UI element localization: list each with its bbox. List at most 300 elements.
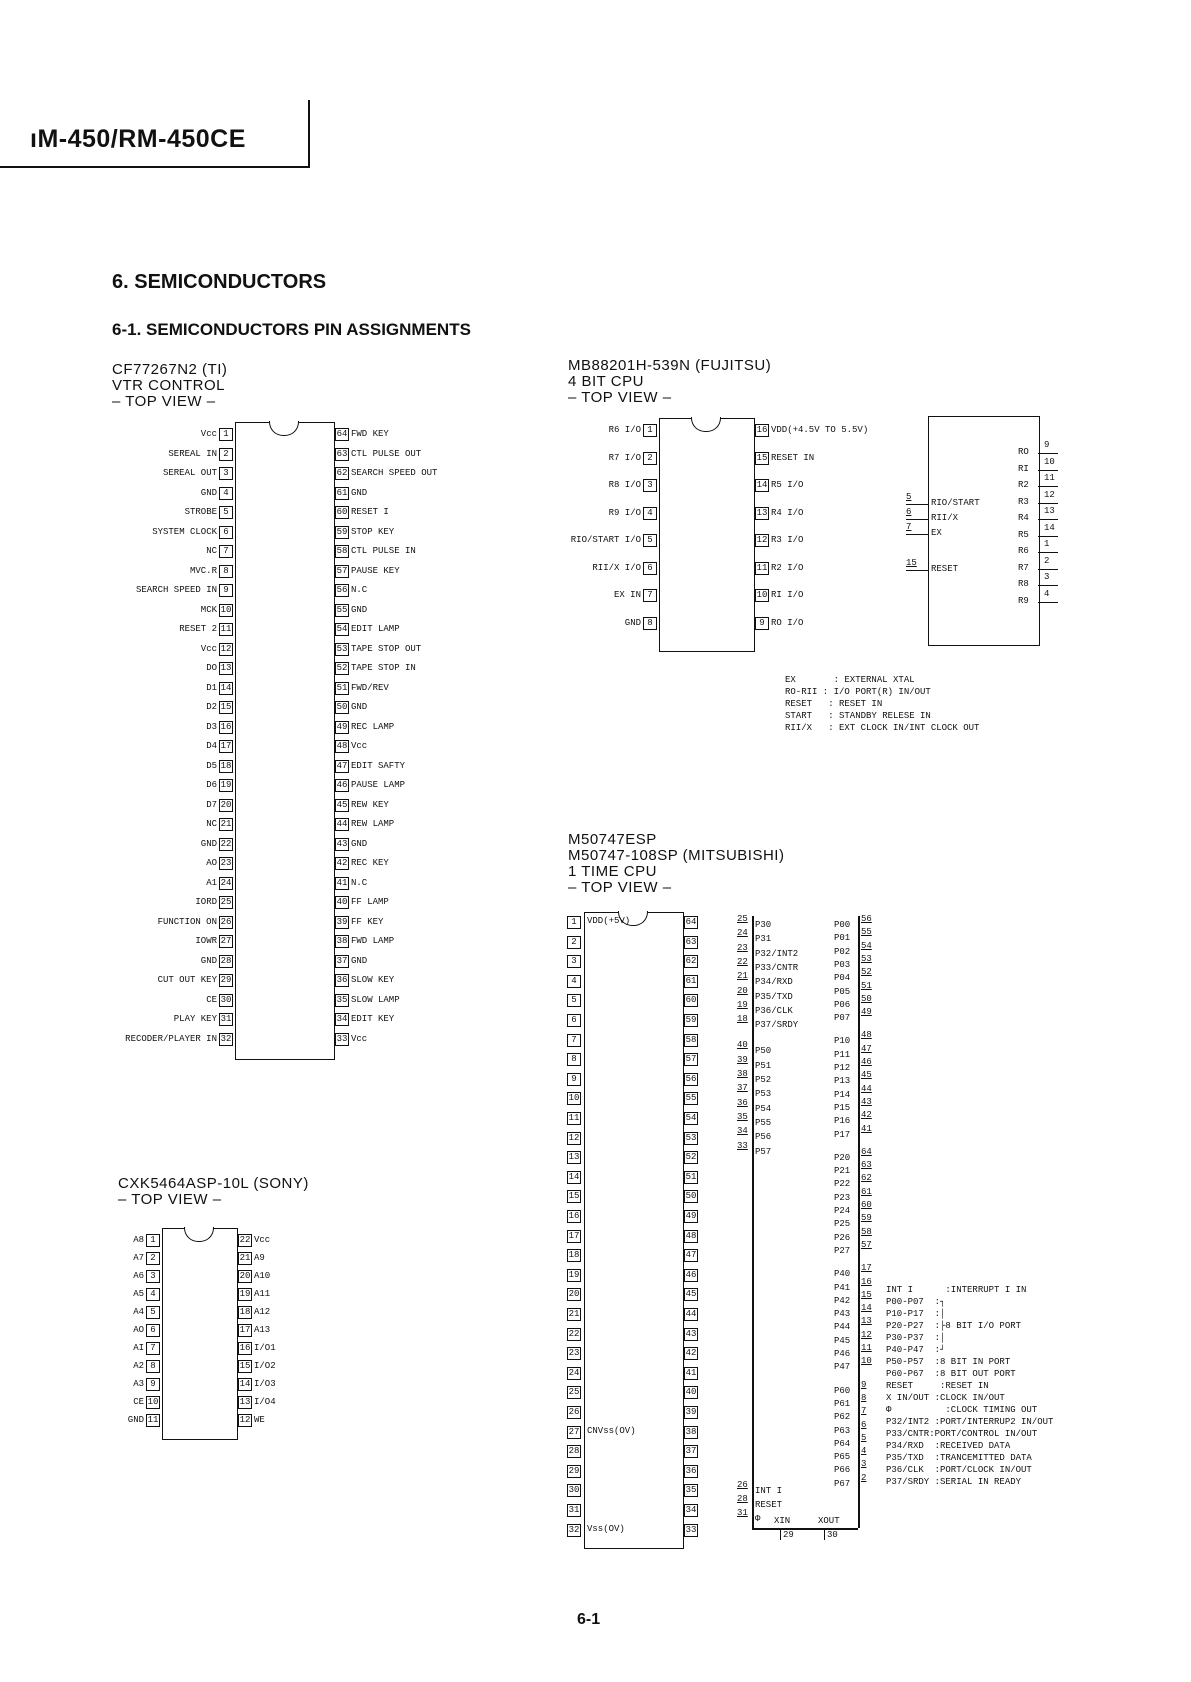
block-pin-number: 13 bbox=[861, 1316, 872, 1327]
block-pin-label: EX bbox=[931, 528, 942, 538]
pin-right bbox=[335, 721, 394, 734]
block-pin-number: 54 bbox=[861, 940, 872, 951]
block-pin-number: 44 bbox=[861, 1083, 872, 1094]
pin-number: 2 bbox=[567, 936, 581, 949]
pin-label: GND bbox=[351, 487, 368, 498]
pin-number: 8 bbox=[567, 1053, 581, 1066]
block-pin-label: XOUT bbox=[818, 1516, 840, 1526]
pin-number: 28 bbox=[220, 955, 232, 966]
pin-label: D5 bbox=[206, 760, 217, 771]
pin-right bbox=[238, 1378, 276, 1391]
block-pin-label: P11 bbox=[834, 1049, 851, 1060]
pin-left bbox=[133, 1324, 160, 1337]
pin-right bbox=[755, 617, 803, 630]
block-pin-number: 38 bbox=[737, 1069, 748, 1079]
pin-left bbox=[133, 1252, 160, 1265]
pin-number: 4 bbox=[219, 487, 233, 500]
block-pin-label: R5 bbox=[1018, 529, 1029, 540]
block-pin-number: 10 bbox=[861, 1356, 872, 1367]
block-pin-line bbox=[1038, 536, 1058, 537]
block-pin-number: 34 bbox=[737, 1126, 748, 1137]
pin-left bbox=[201, 838, 233, 851]
pin-right bbox=[684, 1347, 698, 1360]
pin-label: REW LAMP bbox=[351, 819, 395, 829]
block-pin-label: P44 bbox=[834, 1322, 851, 1333]
pin-number: 64 bbox=[336, 429, 348, 439]
pin-left bbox=[133, 1306, 160, 1319]
block-pin-number: 26 bbox=[737, 1480, 748, 1490]
pin-right bbox=[335, 487, 367, 500]
pin-right bbox=[755, 589, 803, 602]
pin-left bbox=[567, 1034, 581, 1047]
block-pin-label: P55 bbox=[755, 1117, 772, 1128]
pin-left bbox=[567, 1249, 581, 1262]
pin-number: 12 bbox=[756, 535, 768, 545]
pin-label: RIO/START I/O bbox=[570, 535, 641, 545]
block-pin-label: P67 bbox=[834, 1478, 851, 1489]
pin-label: RESET 2 bbox=[179, 624, 217, 634]
pin-inner-label: VDD(+5V) bbox=[587, 916, 631, 926]
pin-right bbox=[684, 1426, 698, 1439]
block-pin-label: P15 bbox=[834, 1102, 851, 1113]
pin-label: AO bbox=[133, 1325, 144, 1335]
pin-number: 15 bbox=[756, 452, 768, 463]
pin-number: 15 bbox=[220, 702, 232, 712]
pin-number: 43 bbox=[336, 838, 348, 849]
pin-number: 16 bbox=[756, 425, 768, 435]
pin-left bbox=[133, 1234, 160, 1247]
pin-number: 17 bbox=[568, 1230, 580, 1241]
block-pin-number: 20 bbox=[737, 985, 748, 996]
block-pin-number: 2 bbox=[1044, 555, 1050, 566]
block-pin-number: 35 bbox=[737, 1111, 748, 1122]
pin-number: 34 bbox=[685, 1505, 697, 1515]
pin-label: SLOW KEY bbox=[351, 975, 395, 985]
pin-right bbox=[238, 1270, 270, 1283]
block-pin-label: INT I bbox=[755, 1486, 783, 1496]
block-pin-number: 57 bbox=[861, 1239, 872, 1250]
pin-left bbox=[614, 589, 657, 602]
pin-number: 36 bbox=[685, 1465, 697, 1476]
pin-number: 5 bbox=[643, 534, 657, 547]
block-pin-label: P45 bbox=[834, 1335, 851, 1346]
block-pin-label: P46 bbox=[834, 1349, 851, 1359]
block-pin-number: 23 bbox=[737, 942, 748, 953]
pin-left bbox=[567, 936, 581, 949]
pin-right bbox=[755, 479, 803, 492]
pin-label: FWD KEY bbox=[351, 429, 389, 439]
pin-number: 53 bbox=[685, 1132, 697, 1143]
pin-label: CTL PULSE OUT bbox=[351, 448, 422, 459]
pin-right bbox=[684, 1171, 698, 1184]
pin-number: 50 bbox=[685, 1191, 697, 1202]
block-pin-label: P56 bbox=[755, 1132, 772, 1143]
pin-label: R3 I/O bbox=[771, 535, 804, 545]
block-pin-label: P66 bbox=[834, 1465, 851, 1476]
pin-number: 3 bbox=[146, 1270, 160, 1283]
block-pin-number: 37 bbox=[737, 1083, 748, 1094]
block-pin-label: P23 bbox=[834, 1192, 851, 1203]
pin-number: 12 bbox=[220, 643, 232, 654]
pin-left bbox=[133, 1270, 160, 1283]
block-bottom-edge bbox=[752, 1528, 858, 1530]
pin-right bbox=[335, 1033, 367, 1046]
pin-number: 49 bbox=[685, 1211, 697, 1221]
pin-number: 14 bbox=[239, 1379, 251, 1389]
pin-number: 1 bbox=[643, 424, 657, 437]
block-pin-label: P30 bbox=[755, 920, 772, 930]
pin-right bbox=[684, 1210, 698, 1223]
pin-left bbox=[201, 643, 233, 656]
pin-number: 57 bbox=[336, 565, 348, 576]
pin-left bbox=[128, 1414, 160, 1427]
block-pin-number: 29 bbox=[783, 1530, 794, 1540]
pin-label: Vcc bbox=[200, 429, 217, 439]
subsection-title: 6-1. SEMICONDUCTORS PIN ASSIGNMENTS bbox=[112, 320, 471, 339]
block-pin-label: P06 bbox=[834, 999, 851, 1010]
pin-number: 32 bbox=[568, 1524, 580, 1535]
pin-label: NC bbox=[206, 546, 217, 556]
pin-left bbox=[567, 994, 581, 1007]
pin-right bbox=[335, 994, 400, 1007]
block-pin-number: 42 bbox=[861, 1110, 872, 1121]
block-pin-label: R8 bbox=[1018, 579, 1029, 589]
block-pin-number: 25 bbox=[737, 914, 748, 924]
pin-number: 1 bbox=[146, 1234, 160, 1247]
pin-left bbox=[567, 1308, 581, 1321]
pin-number: 54 bbox=[685, 1113, 697, 1123]
pin-label: EDIT SAFTY bbox=[351, 760, 406, 771]
pin-number: 29 bbox=[220, 975, 232, 985]
pin-label: Vcc bbox=[254, 1235, 271, 1245]
pin-number: 9 bbox=[567, 1073, 581, 1086]
pin-right bbox=[684, 916, 698, 929]
block-pin-number: 9 bbox=[1044, 440, 1050, 450]
pin-number: 45 bbox=[685, 1289, 697, 1300]
pin-number: 18 bbox=[568, 1250, 580, 1261]
block-pin-label: P07 bbox=[834, 1013, 851, 1024]
pin-number: 35 bbox=[685, 1485, 697, 1496]
pin-number: 16 bbox=[239, 1343, 251, 1353]
pin-label: GND bbox=[200, 487, 217, 498]
pin-left bbox=[206, 799, 233, 812]
block-pin-number: 50 bbox=[861, 993, 872, 1004]
pin-left bbox=[136, 584, 233, 597]
pin-left bbox=[567, 1151, 581, 1164]
pin-number: 20 bbox=[568, 1289, 580, 1300]
pin-left bbox=[567, 1465, 581, 1478]
pin-right bbox=[684, 1269, 698, 1282]
pin-label: DO bbox=[206, 663, 217, 673]
pin-left bbox=[206, 682, 233, 695]
pin-label: EDIT KEY bbox=[351, 1014, 395, 1024]
pin-label: FF KEY bbox=[351, 916, 384, 927]
pin-left bbox=[158, 974, 233, 987]
block-pin-number: 15 bbox=[906, 558, 917, 568]
chip-body bbox=[659, 418, 755, 652]
pin-label: A4 bbox=[133, 1307, 144, 1317]
pin-number: 2 bbox=[643, 452, 657, 465]
block-pin-label: P60 bbox=[834, 1385, 851, 1396]
pin-left bbox=[567, 1445, 581, 1458]
pin-left bbox=[571, 534, 657, 547]
block-pin-label: RI bbox=[1018, 463, 1029, 474]
pin-number: 19 bbox=[239, 1289, 251, 1299]
pin-label: GND bbox=[351, 955, 368, 966]
block-pin-line bbox=[906, 570, 928, 571]
block-pin-number: 40 bbox=[737, 1040, 748, 1051]
block-pin-number: 5 bbox=[906, 492, 912, 502]
pin-left bbox=[567, 1347, 581, 1360]
pin-label: CUT OUT KEY bbox=[157, 975, 217, 985]
block-pin-label: P14 bbox=[834, 1089, 851, 1100]
block-pin-number: 2 bbox=[861, 1472, 867, 1483]
block-pin-label: P34/RXD bbox=[755, 977, 793, 988]
block-pin-number: 17 bbox=[861, 1263, 872, 1274]
pin-number: 37 bbox=[685, 1446, 697, 1457]
block-pin-number: 7 bbox=[906, 522, 912, 532]
pin-number: 9 bbox=[755, 617, 769, 630]
pin-number: 19 bbox=[220, 780, 232, 790]
block-pin-line bbox=[1038, 602, 1058, 603]
block-pin-label: P17 bbox=[834, 1129, 851, 1140]
pin-number: 55 bbox=[336, 604, 348, 615]
block-pin-number: 55 bbox=[861, 927, 872, 938]
pin-label: SLOW LAMP bbox=[351, 994, 400, 1005]
pin-label: WE bbox=[254, 1415, 265, 1425]
block-pin-label: P25 bbox=[834, 1219, 851, 1230]
block-pin-number: 4 bbox=[861, 1446, 867, 1457]
pin-number: 7 bbox=[219, 545, 233, 558]
block-pin-number: 62 bbox=[861, 1173, 872, 1184]
pin-left bbox=[206, 701, 233, 714]
pin-number: 40 bbox=[685, 1387, 697, 1398]
pin-left bbox=[206, 760, 233, 773]
pin-right bbox=[238, 1396, 276, 1409]
pin-label: SEREAL IN bbox=[168, 448, 217, 459]
pin-label: A3 bbox=[133, 1379, 144, 1389]
block-pin-number: 56 bbox=[861, 914, 872, 924]
block-pin-line bbox=[1038, 585, 1058, 586]
pin-left bbox=[567, 1092, 581, 1105]
block-pin-number: 41 bbox=[861, 1123, 872, 1134]
pin-left bbox=[206, 857, 233, 870]
block-pin-label: P50 bbox=[755, 1046, 772, 1057]
pin-label: PLAY KEY bbox=[173, 1014, 217, 1024]
pin-left bbox=[206, 779, 233, 792]
pin-number: 7 bbox=[567, 1034, 581, 1047]
pin-label: AI bbox=[133, 1343, 144, 1353]
pin-right bbox=[684, 1465, 698, 1478]
pin-number: 47 bbox=[336, 760, 348, 771]
pin-right bbox=[684, 1034, 698, 1047]
pin-label: A9 bbox=[254, 1253, 265, 1263]
pin-label: IOWR bbox=[195, 936, 217, 946]
pin-label: CE bbox=[206, 994, 217, 1005]
pin-left bbox=[174, 1013, 233, 1026]
pin-number: 8 bbox=[219, 565, 233, 578]
block-pin-number: 49 bbox=[861, 1007, 872, 1018]
pin-right bbox=[684, 975, 698, 988]
block-pin-line bbox=[1038, 519, 1058, 520]
chip-body bbox=[162, 1228, 238, 1440]
pin-number: 20 bbox=[220, 799, 232, 810]
block-pin-number: 47 bbox=[861, 1043, 872, 1054]
block-pin-number: 14 bbox=[1044, 522, 1055, 533]
pin-label: N.C bbox=[351, 877, 368, 888]
chip3-title-line: – TOP VIEW – bbox=[568, 879, 672, 896]
pin-right bbox=[335, 565, 400, 578]
pin-number: 5 bbox=[146, 1306, 160, 1319]
block-pin-number: 3 bbox=[861, 1459, 867, 1470]
pin-right bbox=[335, 448, 421, 461]
block-pin-label: RESET bbox=[755, 1500, 783, 1510]
block-pin-label: P43 bbox=[834, 1309, 851, 1320]
pin-left bbox=[567, 1190, 581, 1203]
pin-label: MVC.R bbox=[189, 565, 217, 576]
pin-number: 5 bbox=[219, 506, 233, 519]
pin-left bbox=[133, 1378, 160, 1391]
pin-left bbox=[206, 662, 233, 675]
block-pin-label: P64 bbox=[834, 1438, 851, 1449]
pin-right bbox=[335, 916, 383, 929]
pin-label: STOP KEY bbox=[351, 526, 395, 537]
pin-right bbox=[684, 955, 698, 968]
pin-number: 20 bbox=[239, 1271, 251, 1281]
pin-right bbox=[684, 1053, 698, 1066]
pin-number: 11 bbox=[756, 562, 768, 573]
pin-number: 37 bbox=[336, 955, 348, 966]
pin-number: 57 bbox=[685, 1054, 697, 1065]
pin-left bbox=[567, 1406, 581, 1419]
pin-number: 1 bbox=[567, 916, 581, 929]
pin-right bbox=[335, 526, 394, 539]
pin-number: 38 bbox=[336, 936, 348, 946]
pin-label: PAUSE KEY bbox=[351, 565, 400, 576]
block-pin-number: 16 bbox=[861, 1276, 872, 1287]
pin-number: 64 bbox=[685, 917, 697, 927]
block-right-edge bbox=[858, 916, 860, 1528]
pin-label: RECODER/PLAYER IN bbox=[125, 1033, 217, 1044]
pin-right bbox=[335, 935, 394, 948]
block-pin-label: P52 bbox=[755, 1075, 772, 1085]
chip3-title-line: M50747-108SP (MITSUBISHI) bbox=[568, 847, 785, 864]
pin-left bbox=[125, 1033, 233, 1046]
block-pin-label: P63 bbox=[834, 1425, 851, 1436]
block-pin-label: P01 bbox=[834, 933, 851, 944]
pin-number: 42 bbox=[336, 858, 348, 868]
pin-right bbox=[335, 838, 367, 851]
pin-left bbox=[567, 1288, 581, 1301]
pin-number: 56 bbox=[336, 585, 348, 595]
block-pin-number: 11 bbox=[861, 1343, 872, 1353]
pin-number: 8 bbox=[146, 1360, 160, 1373]
pin-label: RI I/O bbox=[771, 590, 804, 600]
pin-right bbox=[335, 701, 367, 714]
pin-right bbox=[755, 534, 803, 547]
pin-left bbox=[567, 1014, 581, 1027]
pin-right bbox=[684, 1308, 698, 1321]
pin-label: R6 I/O bbox=[608, 425, 641, 435]
pin-right bbox=[335, 604, 367, 617]
pin-left bbox=[201, 487, 233, 500]
block-pin-label: R4 bbox=[1018, 513, 1029, 523]
pin-label: EX IN bbox=[613, 590, 641, 600]
pin-label: D7 bbox=[206, 799, 217, 810]
pin-right bbox=[335, 818, 394, 831]
pin-right bbox=[684, 1073, 698, 1086]
block-pin-number: 11 bbox=[1044, 473, 1055, 483]
pin-left bbox=[206, 818, 233, 831]
pin-label: FUNCTION ON bbox=[157, 916, 217, 927]
pin-right bbox=[335, 584, 367, 597]
page-header-title: ıM-450/RM-450CE bbox=[30, 125, 246, 153]
block-pin-number: 33 bbox=[737, 1140, 748, 1151]
pin-left bbox=[201, 604, 233, 617]
block-pin-number: 51 bbox=[861, 980, 872, 991]
pin-number: 53 bbox=[336, 643, 348, 654]
block-pin-label: P16 bbox=[834, 1116, 851, 1127]
block-pin-label: P03 bbox=[834, 959, 851, 970]
pin-right bbox=[684, 1445, 698, 1458]
pin-number: 22 bbox=[220, 838, 232, 849]
block-pin-label: XIN bbox=[774, 1516, 791, 1526]
pin-right bbox=[684, 1367, 698, 1380]
block-pin-number: 30 bbox=[827, 1530, 838, 1540]
block-pin-number: 10 bbox=[1044, 456, 1055, 467]
pin-number: 36 bbox=[336, 975, 348, 985]
pin-number: 55 bbox=[685, 1093, 697, 1104]
pin-right bbox=[684, 1014, 698, 1027]
pin-right bbox=[684, 1484, 698, 1497]
pin-label: PAUSE LAMP bbox=[351, 780, 406, 790]
pin-label: RII/X I/O bbox=[592, 562, 641, 573]
pin-number: 52 bbox=[685, 1152, 697, 1163]
pin-number: 29 bbox=[568, 1465, 580, 1476]
chip3-title bbox=[568, 832, 784, 896]
block-pin-number: 52 bbox=[861, 967, 872, 978]
pin-left bbox=[206, 721, 233, 734]
pin-left bbox=[133, 1360, 160, 1373]
block-pin-number: 6 bbox=[906, 507, 912, 517]
block-pin-label: P57 bbox=[755, 1146, 772, 1157]
block-pin-number: 45 bbox=[861, 1070, 872, 1081]
block-pin-number: 46 bbox=[861, 1057, 872, 1067]
block-pin-number: 36 bbox=[737, 1097, 748, 1108]
block-pin-number: 28 bbox=[737, 1494, 748, 1504]
pin-number: 30 bbox=[220, 994, 232, 1005]
pin-right bbox=[684, 1288, 698, 1301]
block-pin-label: P21 bbox=[834, 1166, 851, 1177]
pin-number: 34 bbox=[336, 1014, 348, 1024]
pin-number: 12 bbox=[239, 1415, 251, 1425]
pin-label: SEARCH SPEED IN bbox=[135, 585, 217, 595]
pin-number: 22 bbox=[568, 1328, 580, 1339]
block-pin-line bbox=[1038, 453, 1058, 454]
pin-label: RO I/O bbox=[771, 617, 804, 628]
pin-label: A11 bbox=[254, 1289, 271, 1299]
pin-left bbox=[567, 1230, 581, 1243]
pin-number: 9 bbox=[146, 1378, 160, 1391]
pin-number: 11 bbox=[147, 1415, 159, 1425]
pin-left bbox=[152, 526, 233, 539]
pin-number: 14 bbox=[568, 1171, 580, 1182]
pin-number: 21 bbox=[239, 1253, 251, 1263]
block-pin-number: 9 bbox=[861, 1379, 867, 1390]
pin-label: MCK bbox=[200, 604, 217, 615]
pin-right bbox=[684, 1151, 698, 1164]
pin-number: 9 bbox=[219, 584, 233, 597]
